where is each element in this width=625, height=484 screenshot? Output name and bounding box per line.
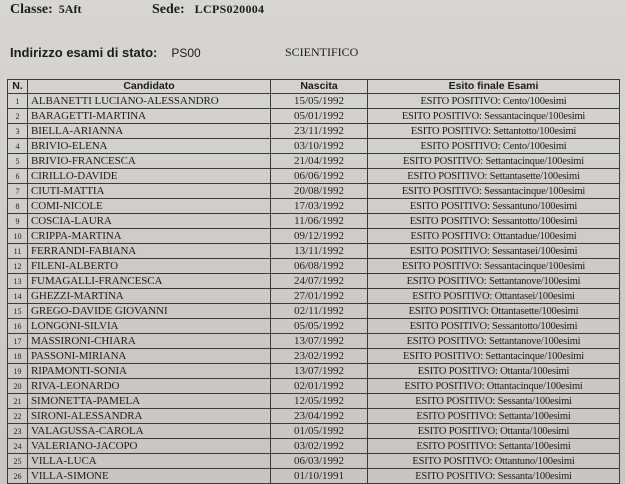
table-row <box>8 439 620 454</box>
exam-result: ESITO POSITIVO: Sessantotto/100esimi <box>368 214 620 229</box>
table-row <box>8 199 620 214</box>
candidate-name: MASSIRONI-CHIARA <box>28 334 271 349</box>
exam-result: ESITO POSITIVO: Ottantadue/100esimi <box>368 229 620 244</box>
table-row <box>8 229 620 244</box>
classe-header <box>10 2 81 18</box>
table-row <box>8 139 620 154</box>
exam-result: ESITO POSITIVO: Ottantuno/100esimi <box>368 454 620 469</box>
candidate-name: FUMAGALLI-FRANCESCA <box>28 274 271 289</box>
birth-date: 09/12/1992 <box>271 229 368 244</box>
birth-date: 02/01/1992 <box>271 379 368 394</box>
table-row <box>8 154 620 169</box>
table-row <box>8 319 620 334</box>
table-row <box>8 454 620 469</box>
classe-label: Classe: <box>10 2 53 17</box>
row-number: 16 <box>8 319 28 334</box>
sede-header <box>152 2 264 18</box>
table-row <box>8 334 620 349</box>
candidate-name: GREGO-DAVIDE GIOVANNI <box>28 304 271 319</box>
candidate-name: BRIVIO-FRANCESCA <box>28 154 271 169</box>
table-row <box>8 304 620 319</box>
candidate-name: VALAGUSSA-CAROLA <box>28 424 271 439</box>
exam-result: ESITO POSITIVO: Sessantacinque/100esimi <box>368 109 620 124</box>
table-row <box>8 244 620 259</box>
exam-result: ESITO POSITIVO: Settantasette/100esimi <box>368 169 620 184</box>
col-header-esito: Esito finale Esami <box>368 80 620 94</box>
birth-date: 21/04/1992 <box>271 154 368 169</box>
candidate-name: SIMONETTA-PAMELA <box>28 394 271 409</box>
table-row <box>8 469 620 484</box>
birth-date: 23/02/1992 <box>271 349 368 364</box>
birth-date: 15/05/1992 <box>271 94 368 109</box>
row-number: 24 <box>8 439 28 454</box>
birth-date: 24/07/1992 <box>271 274 368 289</box>
birth-date: 13/11/1992 <box>271 244 368 259</box>
exam-result: ESITO POSITIVO: Sessantasei/100esimi <box>368 244 620 259</box>
candidate-name: SIRONI-ALESSANDRA <box>28 409 271 424</box>
exam-result: ESITO POSITIVO: Ottantasei/100esimi <box>368 289 620 304</box>
table-row <box>8 169 620 184</box>
row-number: 6 <box>8 169 28 184</box>
row-number: 23 <box>8 424 28 439</box>
birth-date: 06/06/1992 <box>271 169 368 184</box>
row-number: 21 <box>8 394 28 409</box>
candidate-name: VILLA-SIMONE <box>28 469 271 484</box>
sede-value: LCPS020004 <box>194 2 265 16</box>
table-row <box>8 124 620 139</box>
candidate-name: GHEZZI-MARTINA <box>28 289 271 304</box>
row-number: 4 <box>8 139 28 154</box>
candidate-name: RIPAMONTI-SONIA <box>28 364 271 379</box>
col-header-number: N. <box>8 80 28 94</box>
exam-result: ESITO POSITIVO: Settantacinque/100esimi <box>368 349 620 364</box>
exam-result: ESITO POSITIVO: Sessantuno/100esimi <box>368 199 620 214</box>
exam-result: ESITO POSITIVO: Cento/100esimi <box>368 139 620 154</box>
birth-date: 20/08/1992 <box>271 184 368 199</box>
row-number: 25 <box>8 454 28 469</box>
table-row <box>8 364 620 379</box>
table-row <box>8 214 620 229</box>
table-row <box>8 274 620 289</box>
table-row <box>8 259 620 274</box>
birth-date: 02/11/1992 <box>271 304 368 319</box>
indirizzo-name: SCIENTIFICO <box>285 45 359 59</box>
row-number: 26 <box>8 469 28 484</box>
birth-date: 13/07/1992 <box>271 334 368 349</box>
candidate-name: CIUTI-MATTIA <box>28 184 271 199</box>
birth-date: 06/03/1992 <box>271 454 368 469</box>
candidate-name: FERRANDI-FABIANA <box>28 244 271 259</box>
exam-result: ESITO POSITIVO: Ottantasette/100esimi <box>368 304 620 319</box>
candidate-name: CRIPPA-MARTINA <box>28 229 271 244</box>
candidate-name: VILLA-LUCA <box>28 454 271 469</box>
exam-result: ESITO POSITIVO: Settantotto/100esimi <box>368 124 620 139</box>
row-number: 18 <box>8 349 28 364</box>
birth-date: 06/08/1992 <box>271 259 368 274</box>
exam-result: ESITO POSITIVO: Sessanta/100esimi <box>368 394 620 409</box>
row-number: 8 <box>8 199 28 214</box>
classe-value: 5Aft <box>58 2 82 16</box>
birth-date: 03/10/1992 <box>271 139 368 154</box>
birth-date: 03/02/1992 <box>271 439 368 454</box>
exam-result: ESITO POSITIVO: Sessantacinque/100esimi <box>368 259 620 274</box>
exam-result: ESITO POSITIVO: Settantanove/100esimi <box>368 334 620 349</box>
col-header-nascita: Nascita <box>271 80 368 94</box>
table-row <box>8 184 620 199</box>
birth-date: 01/10/1991 <box>271 469 368 484</box>
row-number: 14 <box>8 289 28 304</box>
birth-date: 13/07/1992 <box>271 364 368 379</box>
exam-result: ESITO POSITIVO: Settantacinque/100esimi <box>368 154 620 169</box>
indirizzo-code: PS00 <box>171 46 201 60</box>
table-row <box>8 109 620 124</box>
table-row <box>8 379 620 394</box>
candidate-name: ALBANETTI LUCIANO-ALESSANDRO <box>28 94 271 109</box>
candidate-name: BRIVIO-ELENA <box>28 139 271 154</box>
table-row <box>8 94 620 109</box>
row-number: 15 <box>8 304 28 319</box>
row-number: 9 <box>8 214 28 229</box>
table-row <box>8 349 620 364</box>
exam-result: ESITO POSITIVO: Sessanta/100esimi <box>368 469 620 484</box>
row-number: 20 <box>8 379 28 394</box>
birth-date: 11/06/1992 <box>271 214 368 229</box>
candidate-name: LONGONI-SILVIA <box>28 319 271 334</box>
candidate-name: COMI-NICOLE <box>28 199 271 214</box>
candidate-name: RIVA-LEONARDO <box>28 379 271 394</box>
exam-result: ESITO POSITIVO: Ottantacinque/100esimi <box>368 379 620 394</box>
birth-date: 01/05/1992 <box>271 424 368 439</box>
birth-date: 05/05/1992 <box>271 319 368 334</box>
exam-result: ESITO POSITIVO: Sessantotto/100esimi <box>368 319 620 334</box>
row-number: 2 <box>8 109 28 124</box>
birth-date: 23/11/1992 <box>271 124 368 139</box>
candidate-name: COSCIA-LAURA <box>28 214 271 229</box>
candidate-name: VALERIANO-JACOPO <box>28 439 271 454</box>
row-number: 22 <box>8 409 28 424</box>
birth-date: 17/03/1992 <box>271 199 368 214</box>
table-body <box>8 94 620 484</box>
exam-result: ESITO POSITIVO: Cento/100esimi <box>368 94 620 109</box>
row-number: 1 <box>8 94 28 109</box>
table-row <box>8 289 620 304</box>
birth-date: 23/04/1992 <box>271 409 368 424</box>
exam-result: ESITO POSITIVO: Settanta/100esimi <box>368 439 620 454</box>
candidate-name: BIELLA-ARIANNA <box>28 124 271 139</box>
row-number: 19 <box>8 364 28 379</box>
exam-result: ESITO POSITIVO: Settanta/100esimi <box>368 409 620 424</box>
candidate-name: PASSONI-MIRIANA <box>28 349 271 364</box>
row-number: 10 <box>8 229 28 244</box>
row-number: 7 <box>8 184 28 199</box>
table-row <box>8 424 620 439</box>
exam-result: ESITO POSITIVO: Ottanta/100esimi <box>368 424 620 439</box>
table-header-row <box>8 80 620 94</box>
indirizzo-header <box>10 45 359 60</box>
indirizzo-label: Indirizzo esami di stato: <box>10 45 158 60</box>
row-number: 13 <box>8 274 28 289</box>
table-row <box>8 409 620 424</box>
row-number: 5 <box>8 154 28 169</box>
birth-date: 27/01/1992 <box>271 289 368 304</box>
birth-date: 05/01/1992 <box>271 109 368 124</box>
sede-label: Sede: <box>152 2 185 17</box>
exam-result: ESITO POSITIVO: Ottanta/100esimi <box>368 364 620 379</box>
candidate-name: BARAGETTI-MARTINA <box>28 109 271 124</box>
birth-date: 12/05/1992 <box>271 394 368 409</box>
row-number: 12 <box>8 259 28 274</box>
candidate-name: CIRILLO-DAVIDE <box>28 169 271 184</box>
row-number: 17 <box>8 334 28 349</box>
col-header-candidato: Candidato <box>28 80 271 94</box>
results-table <box>7 79 620 484</box>
exam-result: ESITO POSITIVO: Sessantacinque/100esimi <box>368 184 620 199</box>
row-number: 3 <box>8 124 28 139</box>
exam-result: ESITO POSITIVO: Settantanove/100esimi <box>368 274 620 289</box>
candidate-name: FILENI-ALBERTO <box>28 259 271 274</box>
table-row <box>8 394 620 409</box>
row-number: 11 <box>8 244 28 259</box>
